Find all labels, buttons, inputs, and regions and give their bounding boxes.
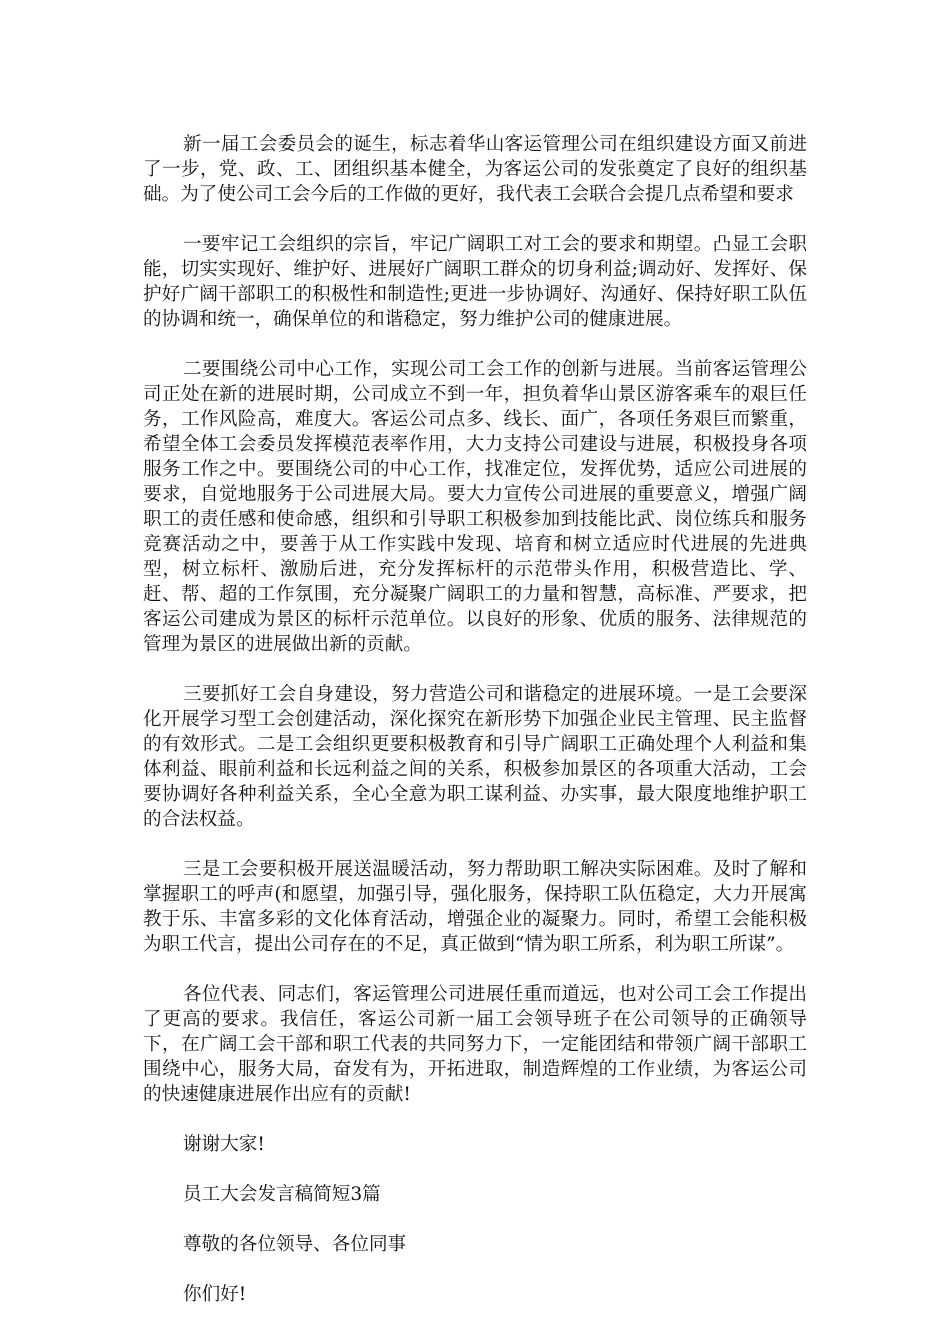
paragraph-point-three: 三要抓好工会自身建设，努力营造公司和谐稳定的进展环境。一是工会要深化开展学习型工会创建活动，深化探究在新形势下加强企业民主管理、民主监督的有效形式。二是工会组织更要积极教育和引导广阔职工正确处理个人利益和集体利益、眼前利益和长远利益之间的关系，积极参加景区的各项重大活动，工会要协调好各种利益关系，全心全意为职工谋利益、办实事，最大限度地维护职工的合法权益。: [143, 684, 807, 830]
section-heading: 员工大会发言稿简短3篇: [183, 1184, 381, 1205]
paragraph-closing: 各位代表、同志们，客运管理公司进展任重而道远，也对公司工会工作提出了更高的要求。我信任，客运公司新一届工会领导班子在公司领导的正确领导下，在广阔工会干部和职工代表的共同努力下，一定能团结和带领广阔干部职工围绕中心，服务大局，奋发有为，开拓进取，制造辉煌的工作业绩，为客运公司的快速健康进展作出应有的贡献!: [143, 984, 807, 1105]
paragraph-intro: 新一届工会委员会的诞生，标志着华山客运管理公司在组织建设方面又前进了一步，党、政、工、团组织基本健全，为客运公司的发张奠定了良好的组织基础。为了使公司工会今后的工作做的更好，我代表工会联合会提几点希望和要求: [143, 134, 807, 205]
paragraph-warmth: 三是工会要积极开展送温暖活动，努力帮助职工解决实际困难。及时了解和掌握职工的呼声(和愿望，加强引导，强化服务，保持职工队伍稳定，大力开展寓教于乐、丰富多彩的文化体育活动，增强企业的凝聚力。同时，希望工会能积极为职工代言，提出公司存在的不足，真正做到“情为职工所系，利为职工所谋”。: [143, 859, 807, 955]
greeting: 你们好!: [183, 1284, 247, 1305]
document-body: [143, 132, 807, 1332]
paragraph-point-two: 二要围绕公司中心工作，实现公司工会工作的创新与进展。当前客运管理公司正处在新的进展时期，公司成立不到一年，担负着华山景区游客乘车的艰巨任务，工作风险高，难度大。客运公司点多、线长、面广，各项任务艰巨而繁重，希望全体工会委员发挥模范表率作用，大力支持公司建设与进展，积极投身各项服务工作之中。要围绕公司的中心工作，找准定位，发挥优势，适应公司进展的要求，自觉地服务于公司进展大局。要大力宣传公司进展的重要意义，增强广阔职工的责任感和使命感，组织和引导职工积极参加到技能比武、岗位练兵和服务竞赛活动之中，要善于从工作实践中发现、培育和树立适应时代进展的先进典型，树立标杆、激励后进，充分发挥标杆的示范带头作用，积极营造比、学、赶、帮、超的工作氛围，充分凝聚广阔职工的力量和智慧，高标准、严要求，把客运公司建成为景区的标杆示范单位。以良好的形象、优质的服务、法律规范的管理为景区的进展做出新的贡献。: [143, 359, 807, 655]
paragraph-point-one: 一要牢记工会组织的宗旨，牢记广阔职工对工会的要求和期望。凸显工会职能，切实实现好、维护好、进展好广阔职工群众的切身利益;调动好、发挥好、保护好广阔干部职工的积极性和制造性;更进一步协调好、沟通好、保持好职工队伍的协调和统一，确保单位的和谐稳定，努力维护公司的健康进展。: [143, 234, 807, 330]
salutation: 尊敬的各位领导、各位同事: [183, 1234, 407, 1255]
paragraph-thanks: 谢谢大家!: [183, 1134, 265, 1155]
